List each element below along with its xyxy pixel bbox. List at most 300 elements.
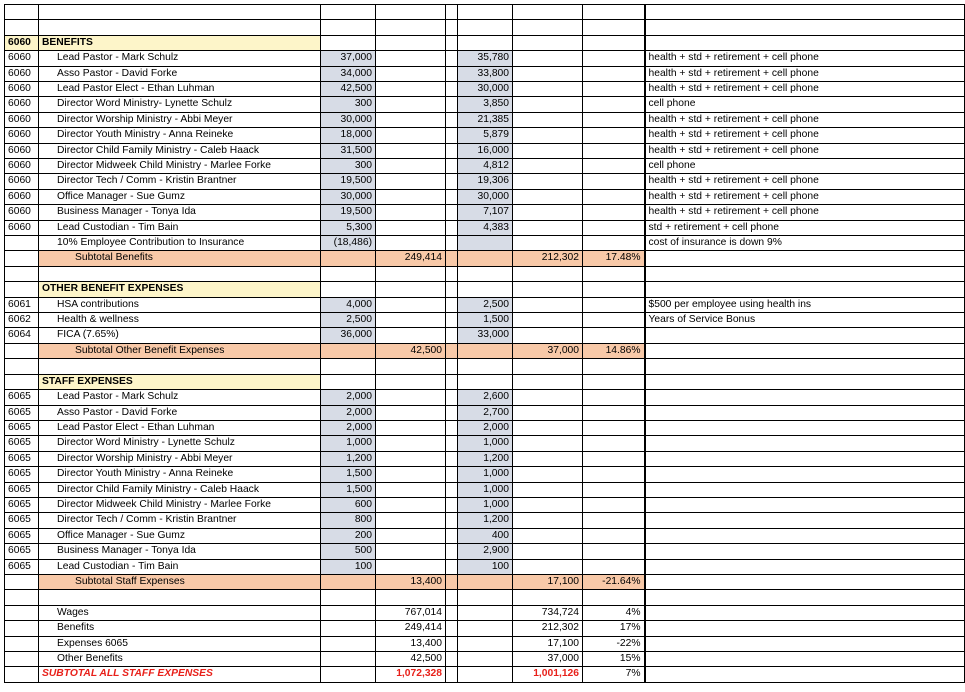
cell[interactable] xyxy=(376,436,446,451)
line-item-name[interactable]: 10% Employee Contribution to Insurance xyxy=(39,236,321,251)
line-item-name[interactable]: Health & wellness xyxy=(39,313,321,328)
budget-value[interactable]: 800 xyxy=(321,513,376,528)
cell[interactable] xyxy=(583,51,645,66)
cell[interactable] xyxy=(645,621,965,636)
cell[interactable] xyxy=(645,5,965,20)
note[interactable] xyxy=(645,328,965,343)
cell[interactable] xyxy=(513,205,583,220)
actual-value[interactable]: 5,879 xyxy=(458,128,513,143)
account-code[interactable]: 6060 xyxy=(5,205,39,220)
cell[interactable] xyxy=(583,143,645,158)
cell[interactable] xyxy=(583,189,645,204)
account-code[interactable]: 6065 xyxy=(5,513,39,528)
cell[interactable] xyxy=(513,5,583,20)
cell[interactable] xyxy=(446,313,458,328)
cell[interactable] xyxy=(583,497,645,512)
actual-value[interactable]: 16,000 xyxy=(458,143,513,158)
summary-budget[interactable]: 767,014 xyxy=(376,605,446,620)
cell[interactable] xyxy=(376,420,446,435)
cell[interactable] xyxy=(583,297,645,312)
line-item-name[interactable]: Director Youth Ministry - Anna Reineke xyxy=(39,128,321,143)
cell[interactable] xyxy=(446,35,458,50)
account-code[interactable]: 6061 xyxy=(5,297,39,312)
cell[interactable] xyxy=(513,482,583,497)
budget-value[interactable]: 5,300 xyxy=(321,220,376,235)
cell[interactable] xyxy=(583,559,645,574)
cell[interactable] xyxy=(39,5,321,20)
subtotal-budget[interactable]: 42,500 xyxy=(376,343,446,358)
cell[interactable] xyxy=(583,128,645,143)
note[interactable]: health + std + retirement + cell phone xyxy=(645,143,965,158)
summary-label[interactable]: Other Benefits xyxy=(39,651,321,666)
cell[interactable] xyxy=(583,97,645,112)
note[interactable]: health + std + retirement + cell phone xyxy=(645,205,965,220)
account-code[interactable]: 6065 xyxy=(5,405,39,420)
actual-value[interactable]: 33,000 xyxy=(458,328,513,343)
cell[interactable] xyxy=(513,189,583,204)
actual-value[interactable]: 30,000 xyxy=(458,82,513,97)
cell[interactable] xyxy=(513,82,583,97)
actual-value[interactable]: 3,850 xyxy=(458,97,513,112)
summary-budget[interactable]: 13,400 xyxy=(376,636,446,651)
summary-percent[interactable]: -22% xyxy=(583,636,645,651)
cell[interactable] xyxy=(446,20,458,35)
cell[interactable] xyxy=(5,359,39,374)
cell[interactable] xyxy=(513,497,583,512)
line-item-name[interactable]: Office Manager - Sue Gumz xyxy=(39,189,321,204)
cell[interactable] xyxy=(5,251,39,266)
actual-value[interactable]: 2,700 xyxy=(458,405,513,420)
cell[interactable] xyxy=(5,667,39,682)
account-code[interactable]: 6065 xyxy=(5,451,39,466)
line-item-name[interactable]: Lead Custodian - Tim Bain xyxy=(39,220,321,235)
cell[interactable] xyxy=(583,405,645,420)
summary-actual[interactable]: 37,000 xyxy=(513,651,583,666)
cell[interactable] xyxy=(513,35,583,50)
cell[interactable] xyxy=(376,313,446,328)
budget-value[interactable]: 200 xyxy=(321,528,376,543)
cell[interactable] xyxy=(645,20,965,35)
cell[interactable] xyxy=(446,497,458,512)
budget-value[interactable]: 30,000 xyxy=(321,112,376,127)
cell[interactable] xyxy=(376,5,446,20)
cell[interactable] xyxy=(446,513,458,528)
cell[interactable] xyxy=(458,35,513,50)
cell[interactable] xyxy=(583,482,645,497)
line-item-name[interactable]: Lead Pastor Elect - Ethan Luhman xyxy=(39,82,321,97)
cell[interactable] xyxy=(583,66,645,81)
cell[interactable] xyxy=(446,189,458,204)
subtotal-label[interactable]: Subtotal Staff Expenses xyxy=(39,574,321,589)
cell[interactable] xyxy=(583,513,645,528)
account-code[interactable]: 6065 xyxy=(5,528,39,543)
cell[interactable] xyxy=(39,266,321,281)
cell[interactable] xyxy=(39,359,321,374)
cell[interactable] xyxy=(321,667,376,682)
cell[interactable] xyxy=(583,266,645,281)
cell[interactable] xyxy=(446,420,458,435)
cell[interactable] xyxy=(446,405,458,420)
account-code[interactable] xyxy=(5,282,39,297)
line-item-name[interactable]: Lead Pastor Elect - Ethan Luhman xyxy=(39,420,321,435)
cell[interactable] xyxy=(446,451,458,466)
cell[interactable] xyxy=(513,220,583,235)
cell[interactable] xyxy=(645,35,965,50)
cell[interactable] xyxy=(458,266,513,281)
cell[interactable] xyxy=(376,282,446,297)
cell[interactable] xyxy=(376,205,446,220)
cell[interactable] xyxy=(513,159,583,174)
subtotal-percent[interactable]: 17.48% xyxy=(583,251,645,266)
cell[interactable] xyxy=(583,467,645,482)
cell[interactable] xyxy=(513,590,583,605)
subtotal-budget[interactable]: 13,400 xyxy=(376,574,446,589)
grand-total-actual[interactable]: 1,001,126 xyxy=(513,667,583,682)
cell[interactable] xyxy=(5,574,39,589)
actual-value[interactable]: 30,000 xyxy=(458,189,513,204)
note[interactable] xyxy=(645,420,965,435)
budget-value[interactable]: 1,500 xyxy=(321,467,376,482)
note[interactable]: cell phone xyxy=(645,97,965,112)
note[interactable]: health + std + retirement + cell phone xyxy=(645,51,965,66)
note[interactable]: Years of Service Bonus xyxy=(645,313,965,328)
cell[interactable] xyxy=(513,97,583,112)
actual-value[interactable]: 2,900 xyxy=(458,544,513,559)
cell[interactable] xyxy=(446,205,458,220)
cell[interactable] xyxy=(39,20,321,35)
cell[interactable] xyxy=(321,605,376,620)
cell[interactable] xyxy=(376,174,446,189)
cell[interactable] xyxy=(446,220,458,235)
budget-value[interactable]: 2,000 xyxy=(321,420,376,435)
subtotal-actual[interactable]: 17,100 xyxy=(513,574,583,589)
summary-percent[interactable]: 4% xyxy=(583,605,645,620)
line-item-name[interactable]: Business Manager - Tonya Ida xyxy=(39,544,321,559)
cell[interactable] xyxy=(513,559,583,574)
cell[interactable] xyxy=(446,266,458,281)
cell[interactable] xyxy=(583,313,645,328)
actual-value[interactable]: 21,385 xyxy=(458,112,513,127)
cell[interactable] xyxy=(321,266,376,281)
cell[interactable] xyxy=(458,374,513,389)
line-item-name[interactable]: Lead Pastor - Mark Schulz xyxy=(39,390,321,405)
cell[interactable] xyxy=(376,513,446,528)
cell[interactable] xyxy=(5,343,39,358)
line-item-name[interactable]: Director Tech / Comm - Kristin Brantner xyxy=(39,174,321,189)
summary-label[interactable]: Expenses 6065 xyxy=(39,636,321,651)
summary-percent[interactable]: 17% xyxy=(583,621,645,636)
cell[interactable] xyxy=(446,66,458,81)
note[interactable]: health + std + retirement + cell phone xyxy=(645,174,965,189)
summary-label[interactable]: Benefits xyxy=(39,621,321,636)
subtotal-budget[interactable]: 249,414 xyxy=(376,251,446,266)
cell[interactable] xyxy=(5,621,39,636)
summary-actual[interactable]: 734,724 xyxy=(513,605,583,620)
cell[interactable] xyxy=(513,513,583,528)
line-item-name[interactable]: Director Word Ministry - Lynette Schulz xyxy=(39,436,321,451)
summary-budget[interactable]: 249,414 xyxy=(376,621,446,636)
budget-value[interactable]: 42,500 xyxy=(321,82,376,97)
cell[interactable] xyxy=(513,420,583,435)
cell[interactable] xyxy=(446,82,458,97)
cell[interactable] xyxy=(583,374,645,389)
account-code[interactable]: 6060 xyxy=(5,35,39,50)
cell[interactable] xyxy=(321,5,376,20)
budget-value[interactable]: 31,500 xyxy=(321,143,376,158)
cell[interactable] xyxy=(376,482,446,497)
cell[interactable] xyxy=(513,405,583,420)
cell[interactable] xyxy=(513,66,583,81)
cell[interactable] xyxy=(583,436,645,451)
cell[interactable] xyxy=(583,590,645,605)
cell[interactable] xyxy=(5,5,39,20)
account-code[interactable] xyxy=(5,236,39,251)
summary-actual[interactable]: 17,100 xyxy=(513,636,583,651)
cell[interactable] xyxy=(321,20,376,35)
cell[interactable] xyxy=(583,205,645,220)
cell[interactable] xyxy=(321,574,376,589)
cell[interactable] xyxy=(446,236,458,251)
line-item-name[interactable]: Director Worship Ministry - Abbi Meyer xyxy=(39,112,321,127)
cell[interactable] xyxy=(458,590,513,605)
cell[interactable] xyxy=(645,590,965,605)
actual-value[interactable]: 1,000 xyxy=(458,482,513,497)
cell[interactable] xyxy=(583,174,645,189)
line-item-name[interactable]: Director Worship Ministry - Abbi Meyer xyxy=(39,451,321,466)
line-item-name[interactable]: Office Manager - Sue Gumz xyxy=(39,528,321,543)
actual-value[interactable]: 2,000 xyxy=(458,420,513,435)
subtotal-label[interactable]: Subtotal Benefits xyxy=(39,251,321,266)
cell[interactable] xyxy=(376,497,446,512)
note[interactable]: cell phone xyxy=(645,159,965,174)
budget-value[interactable]: 34,000 xyxy=(321,66,376,81)
note[interactable] xyxy=(645,405,965,420)
cell[interactable] xyxy=(376,189,446,204)
cell[interactable] xyxy=(376,544,446,559)
line-item-name[interactable]: Director Word Ministry- Lynette Schulz xyxy=(39,97,321,112)
cell[interactable] xyxy=(446,112,458,127)
cell[interactable] xyxy=(5,605,39,620)
budget-value[interactable]: 4,000 xyxy=(321,297,376,312)
grand-total-percent[interactable]: 7% xyxy=(583,667,645,682)
cell[interactable] xyxy=(583,35,645,50)
note[interactable] xyxy=(645,390,965,405)
actual-value[interactable]: 100 xyxy=(458,559,513,574)
cell[interactable] xyxy=(513,328,583,343)
cell[interactable] xyxy=(583,20,645,35)
budget-value[interactable]: 2,000 xyxy=(321,405,376,420)
budget-value[interactable]: 18,000 xyxy=(321,128,376,143)
cell[interactable] xyxy=(376,528,446,543)
cell[interactable] xyxy=(376,451,446,466)
cell[interactable] xyxy=(513,436,583,451)
cell[interactable] xyxy=(645,266,965,281)
cell[interactable] xyxy=(458,621,513,636)
cell[interactable] xyxy=(446,390,458,405)
cell[interactable] xyxy=(583,282,645,297)
cell[interactable] xyxy=(446,51,458,66)
cell[interactable] xyxy=(376,66,446,81)
summary-actual[interactable]: 212,302 xyxy=(513,621,583,636)
account-code[interactable]: 6060 xyxy=(5,159,39,174)
actual-value[interactable] xyxy=(458,236,513,251)
cell[interactable] xyxy=(321,35,376,50)
cell[interactable] xyxy=(458,343,513,358)
cell[interactable] xyxy=(321,651,376,666)
cell[interactable] xyxy=(446,343,458,358)
cell[interactable] xyxy=(458,651,513,666)
cell[interactable] xyxy=(446,128,458,143)
cell[interactable] xyxy=(645,282,965,297)
cell[interactable] xyxy=(376,467,446,482)
line-item-name[interactable]: Asso Pastor - David Forke xyxy=(39,66,321,81)
cell[interactable] xyxy=(458,359,513,374)
budget-value[interactable]: 2,000 xyxy=(321,390,376,405)
cell[interactable] xyxy=(376,590,446,605)
section-header[interactable]: STAFF EXPENSES xyxy=(39,374,321,389)
actual-value[interactable]: 7,107 xyxy=(458,205,513,220)
summary-percent[interactable]: 15% xyxy=(583,651,645,666)
grand-total-budget[interactable]: 1,072,328 xyxy=(376,667,446,682)
cell[interactable] xyxy=(5,651,39,666)
cell[interactable] xyxy=(321,590,376,605)
cell[interactable] xyxy=(446,559,458,574)
subtotal-percent[interactable]: -21.64% xyxy=(583,574,645,589)
account-code[interactable]: 6065 xyxy=(5,467,39,482)
actual-value[interactable]: 19,306 xyxy=(458,174,513,189)
cell[interactable] xyxy=(376,51,446,66)
cell[interactable] xyxy=(376,374,446,389)
section-header[interactable]: BENEFITS xyxy=(39,35,321,50)
cell[interactable] xyxy=(5,266,39,281)
cell[interactable] xyxy=(583,112,645,127)
subtotal-percent[interactable]: 14.86% xyxy=(583,343,645,358)
subtotal-actual[interactable]: 212,302 xyxy=(513,251,583,266)
cell[interactable] xyxy=(376,328,446,343)
cell[interactable] xyxy=(583,390,645,405)
cell[interactable] xyxy=(376,143,446,158)
cell[interactable] xyxy=(583,359,645,374)
summary-label[interactable]: Wages xyxy=(39,605,321,620)
note[interactable]: std + retirement + cell phone xyxy=(645,220,965,235)
cell[interactable] xyxy=(583,236,645,251)
cell[interactable] xyxy=(583,220,645,235)
cell[interactable] xyxy=(376,128,446,143)
cell[interactable] xyxy=(446,159,458,174)
cell[interactable] xyxy=(458,636,513,651)
line-item-name[interactable]: Director Midweek Child Ministry - Marlee Forke xyxy=(39,159,321,174)
cell[interactable] xyxy=(645,251,965,266)
budget-value[interactable]: 100 xyxy=(321,559,376,574)
cell[interactable] xyxy=(446,636,458,651)
line-item-name[interactable]: Asso Pastor - David Forke xyxy=(39,405,321,420)
line-item-name[interactable]: Director Child Family Ministry - Caleb Haack xyxy=(39,482,321,497)
line-item-name[interactable]: Lead Pastor - Mark Schulz xyxy=(39,51,321,66)
cell[interactable] xyxy=(376,220,446,235)
cell[interactable] xyxy=(513,544,583,559)
account-code[interactable]: 6060 xyxy=(5,112,39,127)
cell[interactable] xyxy=(513,51,583,66)
budget-value[interactable]: 19,500 xyxy=(321,205,376,220)
cell[interactable] xyxy=(513,282,583,297)
cell[interactable] xyxy=(446,143,458,158)
cell[interactable] xyxy=(5,590,39,605)
cell[interactable] xyxy=(321,621,376,636)
actual-value[interactable]: 2,500 xyxy=(458,297,513,312)
cell[interactable] xyxy=(583,544,645,559)
cell[interactable] xyxy=(321,359,376,374)
cell[interactable] xyxy=(5,20,39,35)
cell[interactable] xyxy=(513,143,583,158)
actual-value[interactable]: 1,500 xyxy=(458,313,513,328)
cell[interactable] xyxy=(446,544,458,559)
budget-value[interactable]: 2,500 xyxy=(321,313,376,328)
note[interactable] xyxy=(645,513,965,528)
line-item-name[interactable]: Lead Custodian - Tim Bain xyxy=(39,559,321,574)
note[interactable]: health + std + retirement + cell phone xyxy=(645,128,965,143)
line-item-name[interactable]: FICA (7.65%) xyxy=(39,328,321,343)
cell[interactable] xyxy=(513,297,583,312)
budget-value[interactable]: 37,000 xyxy=(321,51,376,66)
cell[interactable] xyxy=(446,359,458,374)
note[interactable]: health + std + retirement + cell phone xyxy=(645,66,965,81)
actual-value[interactable]: 35,780 xyxy=(458,51,513,66)
section-header[interactable]: OTHER BENEFIT EXPENSES xyxy=(39,282,321,297)
cell[interactable] xyxy=(513,467,583,482)
cell[interactable] xyxy=(513,390,583,405)
cell[interactable] xyxy=(376,35,446,50)
summary-budget[interactable]: 42,500 xyxy=(376,651,446,666)
account-code[interactable] xyxy=(5,374,39,389)
cell[interactable] xyxy=(645,605,965,620)
account-code[interactable]: 6065 xyxy=(5,497,39,512)
cell[interactable] xyxy=(446,328,458,343)
cell[interactable] xyxy=(376,97,446,112)
cell[interactable] xyxy=(458,251,513,266)
cell[interactable] xyxy=(645,574,965,589)
note[interactable]: health + std + retirement + cell phone xyxy=(645,112,965,127)
cell[interactable] xyxy=(513,174,583,189)
account-code[interactable]: 6065 xyxy=(5,482,39,497)
actual-value[interactable]: 1,200 xyxy=(458,451,513,466)
cell[interactable] xyxy=(446,651,458,666)
note[interactable] xyxy=(645,482,965,497)
cell[interactable] xyxy=(645,651,965,666)
budget-value[interactable]: 36,000 xyxy=(321,328,376,343)
cell[interactable] xyxy=(513,236,583,251)
account-code[interactable]: 6065 xyxy=(5,544,39,559)
cell[interactable] xyxy=(513,451,583,466)
cell[interactable] xyxy=(513,20,583,35)
note[interactable] xyxy=(645,559,965,574)
cell[interactable] xyxy=(645,667,965,682)
cell[interactable] xyxy=(446,528,458,543)
actual-value[interactable]: 4,383 xyxy=(458,220,513,235)
cell[interactable] xyxy=(458,282,513,297)
budget-value[interactable]: 300 xyxy=(321,159,376,174)
cell[interactable] xyxy=(376,159,446,174)
cell[interactable] xyxy=(446,621,458,636)
line-item-name[interactable]: HSA contributions xyxy=(39,297,321,312)
note[interactable] xyxy=(645,467,965,482)
cell[interactable] xyxy=(645,636,965,651)
cell[interactable] xyxy=(321,251,376,266)
account-code[interactable]: 6060 xyxy=(5,82,39,97)
cell[interactable] xyxy=(513,359,583,374)
cell[interactable] xyxy=(321,282,376,297)
cell[interactable] xyxy=(376,359,446,374)
grand-total-label[interactable]: SUBTOTAL ALL STAFF EXPENSES xyxy=(39,667,321,682)
